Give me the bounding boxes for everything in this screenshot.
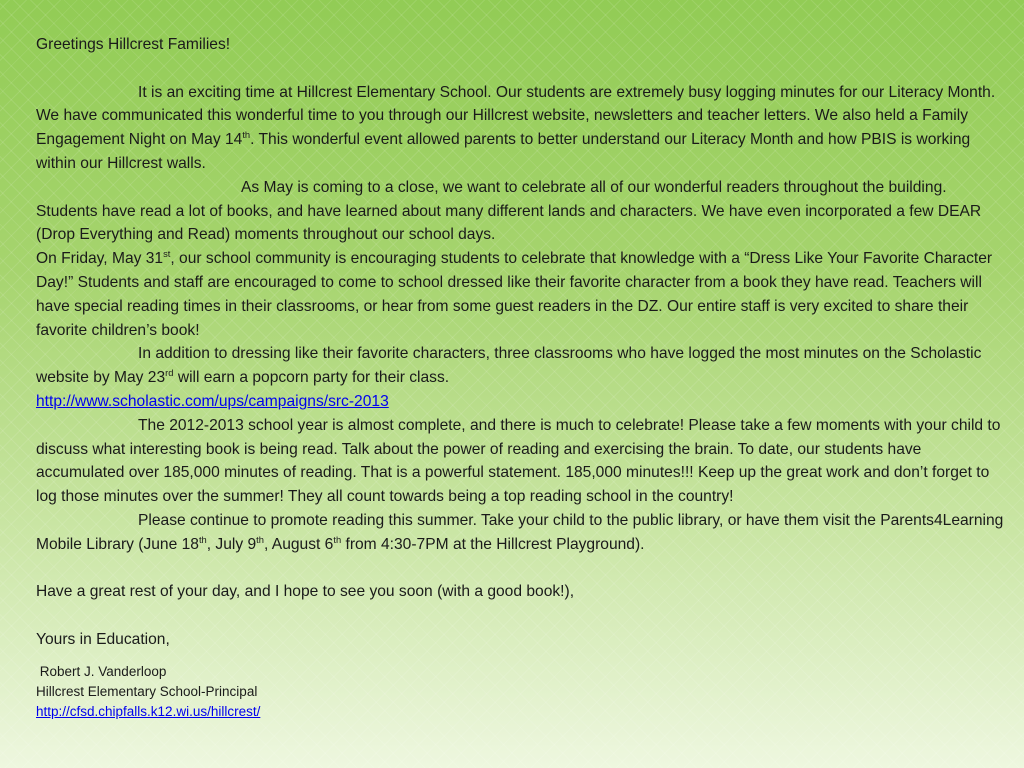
paragraph-dress-like-character: On Friday, May 31st, our school community is encouraging students to celebrate that knowledge with a “Dress Like Your Favorite Character Day!” Students and staff are encouraged to come to school dressed like their favorite character from a book they have read. Teachers will have special reading times in their classrooms, or hear from some guest readers in the DZ. Our entire staff is very excited to share their favorite children’s book! xyxy=(36,248,993,339)
scholastic-link[interactable]: http://www.scholastic.com/ups/campaigns/src-2013 xyxy=(36,392,389,410)
school-website-link[interactable]: http://cfsd.chipfalls.k12.wi.us/hillcrest/ xyxy=(36,703,261,719)
spacer xyxy=(36,57,1008,81)
signoff: Yours in Education, xyxy=(36,630,170,648)
paragraph-summer-reading: Please continue to promote reading this summer. Take your child to the public library, or have them visit the Parents4Learning Mobile Library (June 18th, July 9th, August 6th from 4:30-7PM at the Hillcrest Playground). xyxy=(36,511,1004,553)
scholastic-link-line xyxy=(36,390,1008,414)
closing-line: Have a great rest of your day, and I hope to see you soon (with a good book!), xyxy=(36,583,575,601)
paragraph-popcorn-party: In addition to dressing like their favorite characters, three classrooms who have logged the most minutes on the Scholastic website by May 23rd will earn a popcorn party for their class. xyxy=(36,345,982,387)
paragraph-literacy-month: It is an exciting time at Hillcrest Elementary School. Our students are extremely busy logging minutes for our Literacy Month. We have communicated this wonderful time to you through our Hillcrest website, newsletters and teacher letters. We also held a Family Engagement Night on May 14th. This wonderful event allowed parents to better understand our Literacy Month and how PBIS is working within our Hillcrest walls. xyxy=(36,83,996,172)
letter-body xyxy=(36,33,1008,652)
spacer xyxy=(36,557,1008,581)
signature-block xyxy=(36,662,1008,722)
spacer xyxy=(36,604,1008,628)
paragraph-celebrate-readers: As May is coming to a close, we want to celebrate all of our wonderful readers throughout the building. Students have read a lot of books, and have learned about many different lands and characters. We have even incorporated a few DEAR (Drop Everything and Read) moments throughout our school days. xyxy=(36,178,982,244)
paragraph-school-year: The 2012-2013 school year is almost complete, and there is much to celebrate! Please take a few moments with your child to discuss what interesting book is being read. Talk about the power of reading and exercising the brain. To date, our students have accumulated over 185,000 minutes of reading. That is a powerful statement. 185,000 minutes!!! Keep up the great work and don’t forget to log those minutes over the summer! They all count towards being a top reading school in the country! xyxy=(36,416,1001,506)
signature-title: Hillcrest Elementary School-Principal xyxy=(36,683,258,699)
signature-name: Robert J. Vanderloop xyxy=(39,663,167,679)
letter xyxy=(36,33,1008,722)
school-link-line xyxy=(36,702,1008,722)
greeting: Greetings Hillcrest Families! xyxy=(36,36,231,53)
